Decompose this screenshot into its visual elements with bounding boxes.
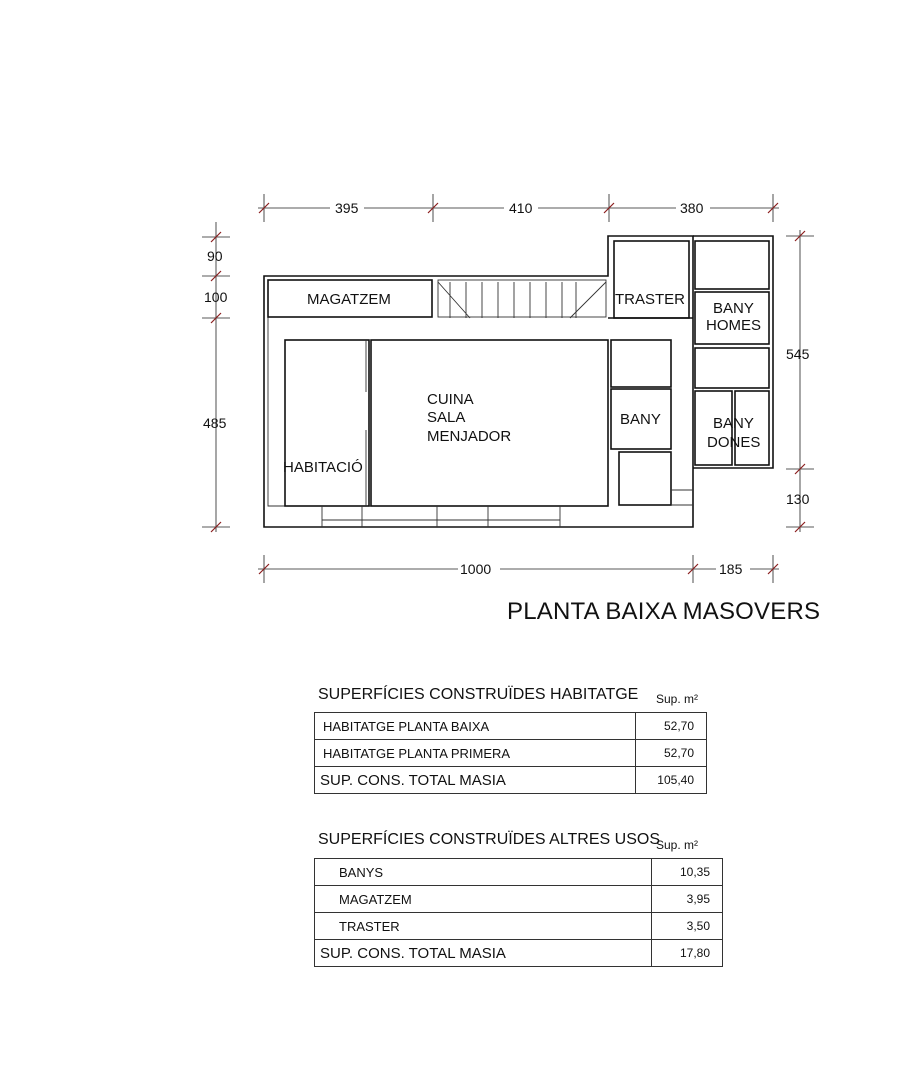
dim-right-545: 545 [786, 346, 810, 362]
room-label-magatzem: MAGATZEM [307, 291, 391, 308]
room-label-bany-dones-line2: DONES [707, 434, 761, 451]
row-value: 3,95 [652, 886, 723, 913]
dim-left-90: 90 [207, 248, 223, 264]
row-label: HABITATGE PLANTA PRIMERA [315, 740, 636, 767]
total-value: 105,40 [636, 767, 707, 794]
table-row [315, 713, 707, 740]
total-label: SUP. CONS. TOTAL MASIA [315, 767, 636, 794]
dim-top-380: 380 [680, 200, 704, 216]
room-label-cuina-line1: CUINA [427, 391, 474, 408]
total-label: SUP. CONS. TOTAL MASIA [315, 940, 652, 967]
table-row [315, 740, 707, 767]
row-value: 3,50 [652, 913, 723, 940]
room-label-bany: BANY [620, 411, 661, 428]
row-label: TRASTER [315, 913, 652, 940]
room-label-bany-dones-line1: BANY [713, 415, 754, 432]
row-label: MAGATZEM [315, 886, 652, 913]
table2-title: SUPERFÍCIES CONSTRUÏDES ALTRES USOS [318, 831, 660, 848]
room-label-cuina-line3: MENJADOR [427, 428, 512, 445]
table-total-row [315, 767, 707, 794]
table2-unit: Sup. m² [656, 838, 699, 852]
dim-right-130: 130 [786, 491, 810, 507]
walls [264, 236, 773, 527]
room-label-cuina-line2: SALA [427, 409, 466, 426]
sheet-title: PLANTA BAIXA MASOVERS [507, 598, 821, 625]
total-value: 17,80 [652, 940, 723, 967]
table1-title: SUPERFÍCIES CONSTRUÏDES HABITATGE [318, 686, 639, 703]
dim-left-485: 485 [203, 415, 227, 431]
dim-top-395: 395 [335, 200, 359, 216]
room-label-bany-homes-line2: HOMES [706, 317, 762, 334]
dim-left-100: 100 [204, 289, 228, 305]
room-label-habitacio: HABITACIÓ [283, 459, 363, 476]
row-value: 52,70 [636, 713, 707, 740]
table2 [314, 858, 723, 967]
table-row [315, 886, 723, 913]
room-label-traster: TRASTER [615, 291, 686, 308]
dim-top-410: 410 [509, 200, 533, 216]
row-label: HABITATGE PLANTA BAIXA [315, 713, 636, 740]
table-row [315, 913, 723, 940]
dim-bottom-1000: 1000 [460, 561, 492, 577]
dim-bottom-185: 185 [719, 561, 743, 577]
room-label-bany-homes-line1: BANY [713, 300, 754, 317]
table1 [314, 712, 707, 794]
row-label: BANYS [315, 859, 652, 886]
row-value: 10,35 [652, 859, 723, 886]
table-row [315, 859, 723, 886]
row-value: 52,70 [636, 740, 707, 767]
table1-unit: Sup. m² [656, 692, 699, 706]
table-total-row [315, 940, 723, 967]
